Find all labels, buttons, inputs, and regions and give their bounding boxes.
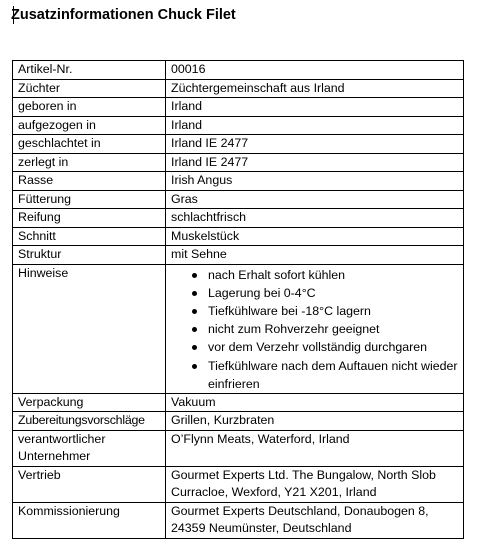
row-value: 00016 <box>166 61 464 80</box>
table-row <box>13 79 464 98</box>
row-label: Kommissionierung <box>13 502 166 538</box>
table-row <box>13 412 464 431</box>
table-row <box>13 227 464 246</box>
list-item: nicht zum Rohverzehr geeignet <box>171 320 460 338</box>
table-row <box>13 116 464 135</box>
table-row <box>13 190 464 209</box>
row-value: Grillen, Kurzbraten <box>166 412 464 431</box>
table-row <box>13 502 464 538</box>
row-value: Muskelstück <box>166 227 464 246</box>
row-value: mit Sehne <box>166 246 464 265</box>
list-item: Tiefkühlware nach dem Auftauen nicht wieder einfrieren <box>171 357 460 393</box>
product-info-table <box>12 60 464 539</box>
row-label: zerlegt in <box>13 153 166 172</box>
row-value: Gourmet Experts Ltd. The Bungalow, North Slob Curracloe, Wexford, Y21 X201, Irland <box>166 466 464 502</box>
row-label: aufgezogen in <box>13 116 166 135</box>
row-value: Züchtergemeinschaft aus Irland <box>166 79 464 98</box>
row-value: Irish Angus <box>166 172 464 191</box>
row-value: Vakuum <box>166 393 464 412</box>
table-row <box>13 98 464 117</box>
list-item: nach Erhalt sofort kühlen <box>171 266 460 284</box>
row-label: Züchter <box>13 79 166 98</box>
row-value: O’Flynn Meats, Waterford, Irland <box>166 430 464 466</box>
row-label: Fütterung <box>13 190 166 209</box>
row-label: Vertrieb <box>13 466 166 502</box>
table-row <box>13 135 464 154</box>
row-value: Irland <box>166 116 464 135</box>
table-row <box>13 246 464 265</box>
row-label: Schnitt <box>13 227 166 246</box>
hints-bullet-list <box>171 265 460 393</box>
row-label: geboren in <box>13 98 166 117</box>
row-value: Gras <box>166 190 464 209</box>
row-value: Irland IE 2477 <box>166 153 464 172</box>
row-label: Reifung <box>13 209 166 228</box>
document-title: Zusatzinformationen Chuck Filet <box>11 7 236 23</box>
row-label: Zubereitungsvorschläge <box>13 412 166 431</box>
table-row <box>13 430 464 466</box>
row-value: Irland <box>166 98 464 117</box>
table-row <box>13 393 464 412</box>
row-value: Gourmet Experts Deutschland, Donaubogen 8, 24359 Neumünster, Deutschland <box>166 502 464 538</box>
row-label: verantwortlicher Unternehmer <box>13 430 166 466</box>
row-label: Artikel-Nr. <box>13 61 166 80</box>
hints-cell <box>166 264 464 393</box>
table-row <box>13 209 464 228</box>
table-row <box>13 61 464 80</box>
row-label: geschlachtet in <box>13 135 166 154</box>
table-row-hints <box>13 264 464 393</box>
row-label: Verpackung <box>13 393 166 412</box>
list-item: Lagerung bei 0-4°C <box>171 284 460 302</box>
row-label: Rasse <box>13 172 166 191</box>
row-label: Struktur <box>13 246 166 265</box>
list-item: Tiefkühlware bei -18°C lagern <box>171 302 460 320</box>
row-label: Hinweise <box>13 264 166 393</box>
list-item: vor dem Verzehr vollständig durchgaren <box>171 338 460 356</box>
table-row <box>13 172 464 191</box>
table-row <box>13 153 464 172</box>
row-value: schlachtfrisch <box>166 209 464 228</box>
row-value: Irland IE 2477 <box>166 135 464 154</box>
table-row <box>13 466 464 502</box>
